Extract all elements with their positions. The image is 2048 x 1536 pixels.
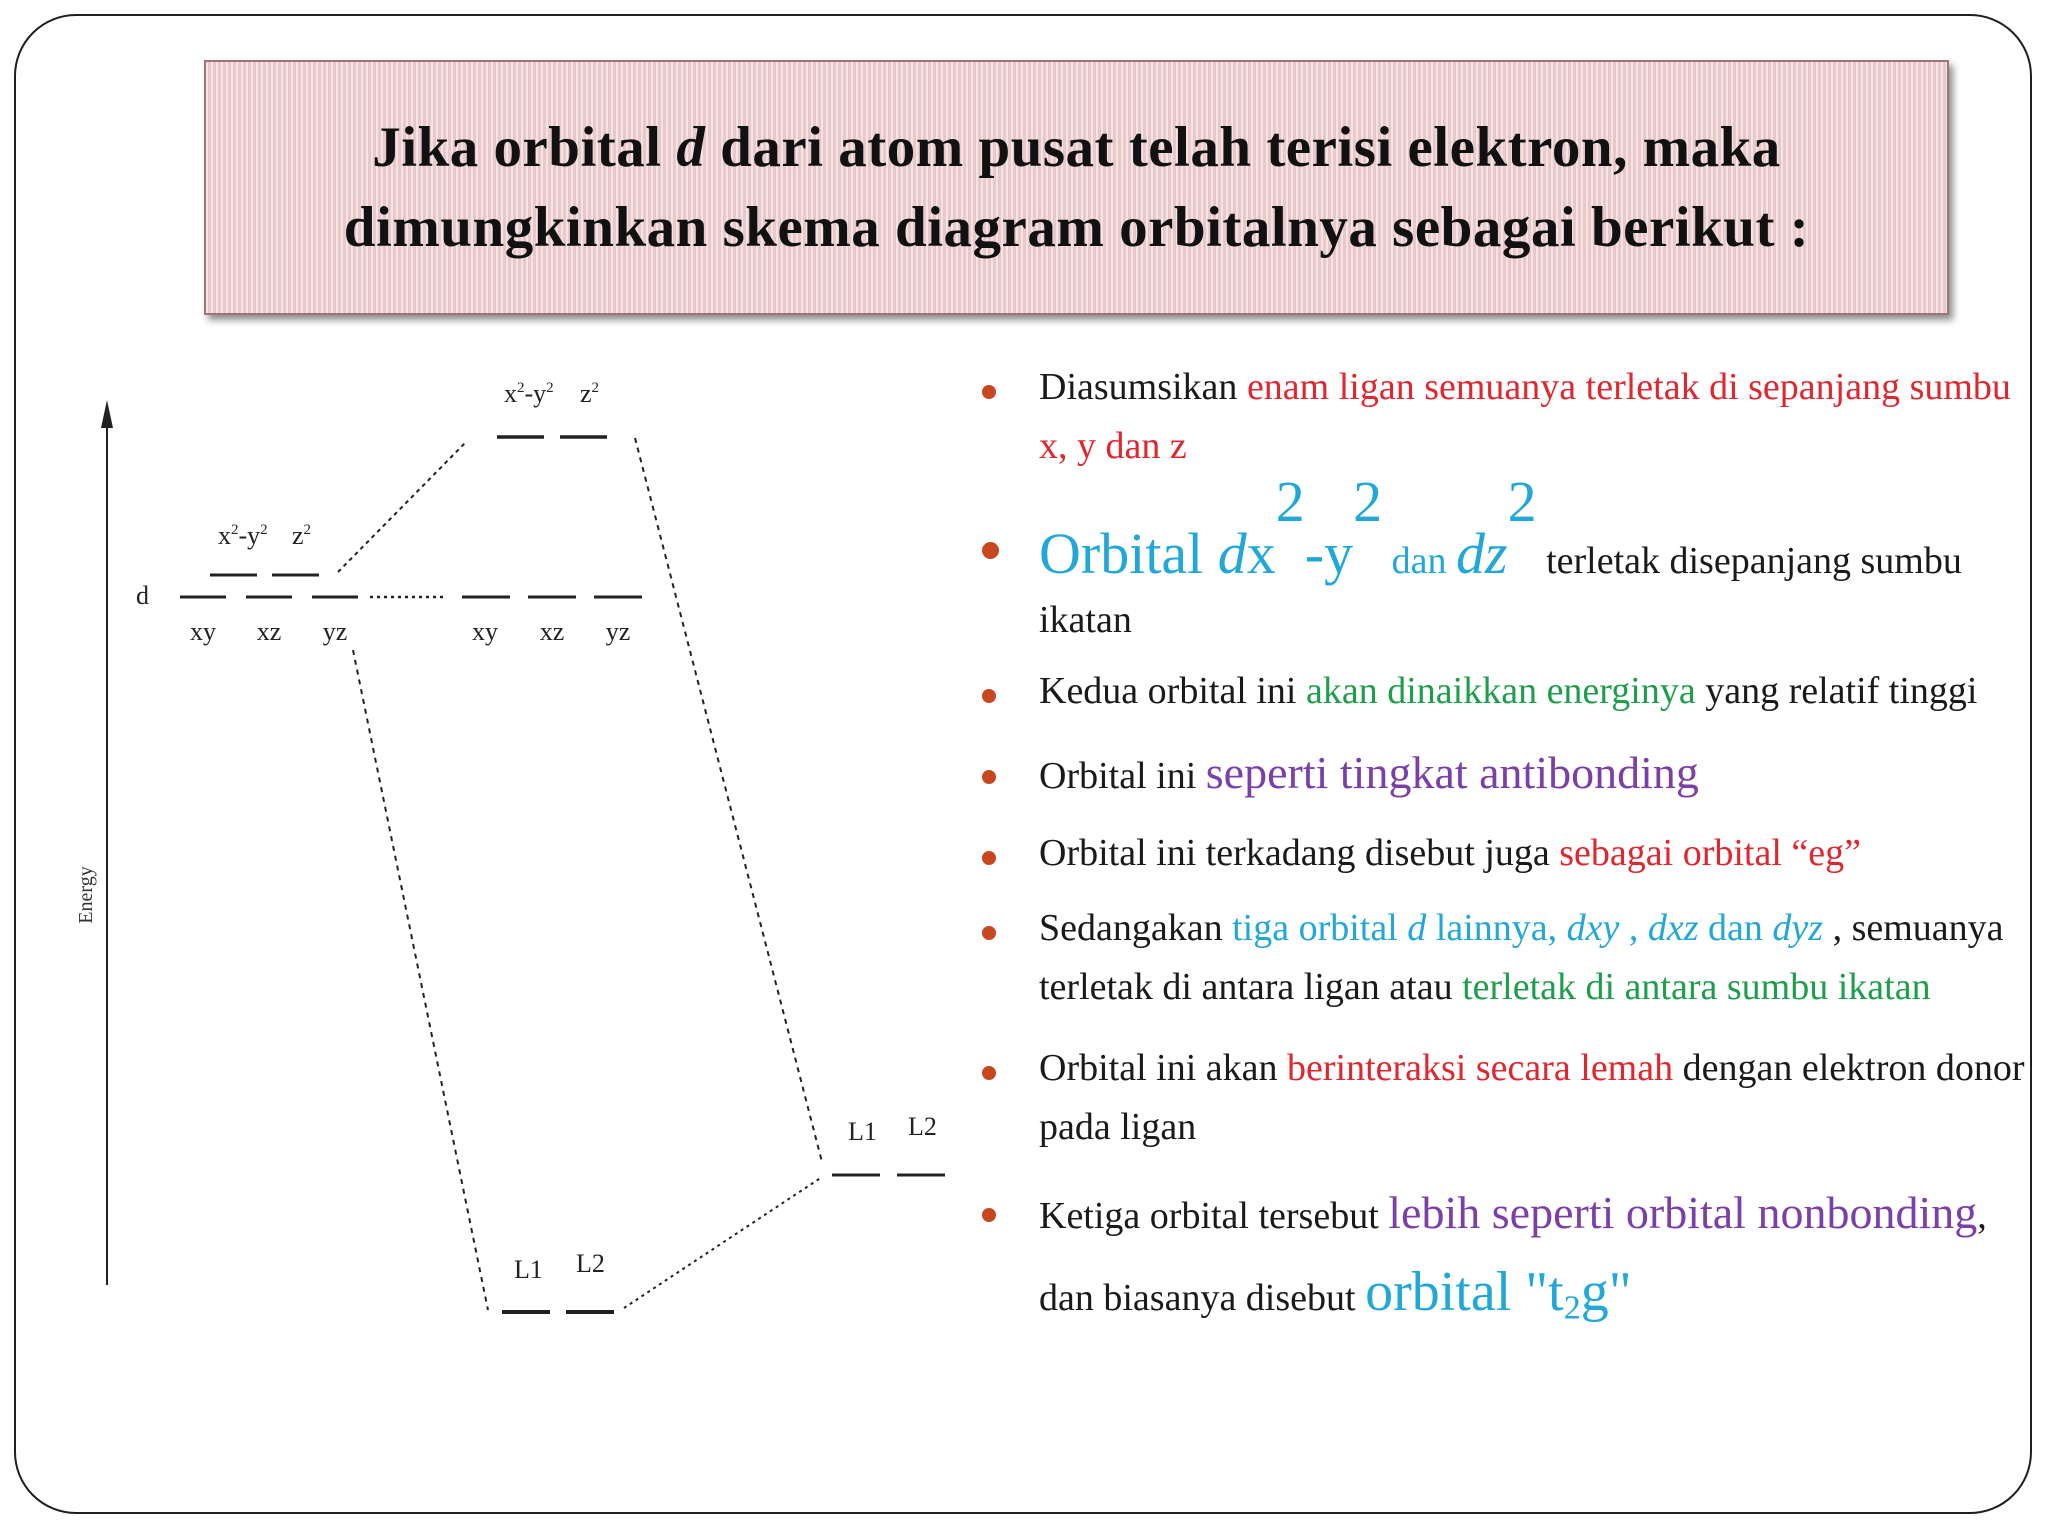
label-x2y2-top: $x^2-y^2$ — [504, 379, 554, 408]
energy-axis-label: Energy — [75, 866, 97, 924]
bullet-dot-icon — [982, 689, 996, 703]
label-yz-left: yz — [322, 617, 348, 646]
d-label: d — [136, 581, 149, 610]
label-xz-right: xz — [539, 617, 565, 646]
label-z2-split: $z^2$ — [292, 521, 312, 550]
correlation-line-eg-top — [338, 442, 466, 572]
slide-title — [324, 108, 1829, 268]
bullet-dot-icon — [982, 851, 996, 865]
label-xz-left: xz — [256, 617, 282, 646]
label-xy-left: xy — [190, 617, 216, 646]
bullet-dot-icon — [982, 542, 999, 559]
label-L1-bottom: L1 — [514, 1255, 543, 1284]
bullet-item-5: Orbital ini terkadang disebut juga sebagai orbital “eg” — [975, 824, 2025, 883]
bullet-item-3: Kedua orbital ini akan dinaikkan energinya yang relatif tinggi — [975, 662, 2025, 721]
correlation-line-yz-bottom — [353, 650, 488, 1310]
bullet-item-2: Orbital $dx^2-y^2$ dan $dz^2$ terletak disepanjang sumbu ikatan — [975, 502, 2025, 650]
label-L2-bottom: L2 — [576, 1249, 605, 1278]
bullet-dot-icon — [982, 1066, 996, 1080]
bullet-dot-icon — [982, 926, 996, 940]
orbital-energy-diagram — [70, 350, 970, 1340]
label-L2-right: L2 — [908, 1112, 937, 1141]
bullet-item-1: Diasumsikan enam ligan semuanya terletak di sepanjang sumbu x, y dan z — [975, 358, 2025, 476]
title-line1-a: Jika orbital — [372, 115, 677, 179]
bullet-dot-icon — [982, 385, 996, 399]
energy-axis-arrow-icon — [101, 400, 113, 428]
correlation-line-top-ligand — [635, 438, 822, 1162]
bullet-dot-icon — [982, 770, 996, 784]
bullet-item-8: Ketiga orbital tersebut lebih seperti orbital nonbonding, dan biasanya disebut orbital "$t_2g$" — [975, 1175, 2025, 1336]
title-line1-d: d — [676, 115, 706, 179]
title-line1-b: dari atom pusat telah terisi elektron, maka — [705, 115, 1781, 179]
label-xy-right: xy — [472, 617, 498, 646]
correlation-line-bottom-ligand — [624, 1177, 822, 1308]
label-x2y2-split: $x^2-y^2$ — [218, 521, 268, 550]
label-L1-right: L1 — [848, 1117, 877, 1146]
bullet-dot-icon — [982, 1208, 996, 1222]
label-yz-right: yz — [605, 617, 631, 646]
bullet-item-7: Orbital ini akan berinteraksi secara lemah dengan elektron donor pada ligan — [975, 1039, 2025, 1157]
bullet-item-6: Sedangakan tiga orbital d lainnya, dxy , dxz dan dyz , semuanya terletak di antara ligan atau terletak di antara sumbu ikatan — [975, 899, 2025, 1017]
label-z2-top: $z^2$ — [580, 379, 600, 408]
title-line2: dimungkinkan skema diagram orbitalnya sebagai berikut : — [343, 195, 1810, 259]
title-banner — [204, 60, 1949, 315]
bullet-item-4: Orbital ini seperti tingkat antibonding — [975, 743, 2025, 806]
diagram-svg — [70, 350, 970, 1340]
bullet-list — [975, 358, 2025, 1336]
